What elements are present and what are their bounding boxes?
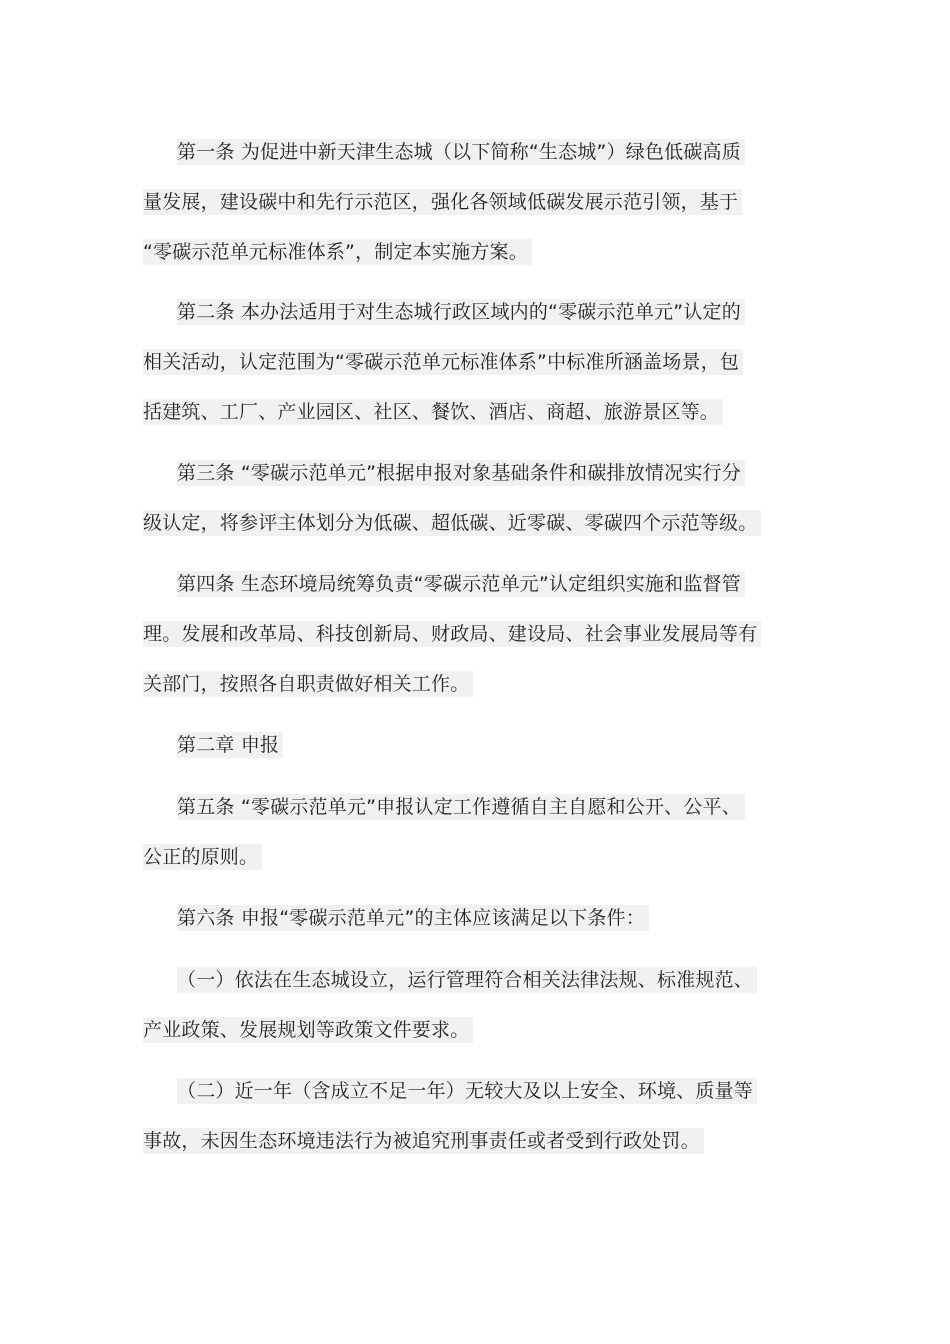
- paragraph-line: 相关活动，认定范围为“零碳示范单元标准体系”中标准所涵盖场景，包: [143, 337, 808, 387]
- paragraph-line: 量发展，建设碳中和先行示范区，强化各领域低碳发展示范引领，基于: [143, 177, 808, 227]
- paragraph-line: “零碳示范单元标准体系”，制定本实施方案。: [143, 227, 808, 277]
- paragraph-line: 第四条 生态环境局统筹负责“零碳示范单元”认定组织实施和监督管: [143, 559, 808, 609]
- paragraph-line: 第一条 为促进中新天津生态城（以下简称“生态城”）绿色低碳高质: [143, 127, 808, 177]
- paragraph-line: 第六条 申报“零碳示范单元”的主体应该满足以下条件：: [143, 893, 808, 943]
- article-1-paragraph: [143, 127, 808, 277]
- chapter-title: 第二章 申报: [143, 720, 808, 770]
- article-2-paragraph: [143, 287, 808, 437]
- paragraph-line: 级认定，将参评主体划分为低碳、超低碳、近零碳、零碳四个示范等级。: [143, 498, 808, 548]
- paragraph-line: 关部门，按照各自职责做好相关工作。: [143, 659, 808, 709]
- paragraph-line: 事故，未因生态环境违法行为被追究刑事责任或者受到行政处罚。: [143, 1116, 808, 1166]
- paragraph-line: 公正的原则。: [143, 832, 808, 882]
- paragraph-line: 第二条 本办法适用于对生态城行政区域内的“零碳示范单元”认定的: [143, 287, 808, 337]
- paragraph-line: 产业政策、发展规划等政策文件要求。: [143, 1005, 808, 1055]
- paragraph-line: 括建筑、工厂、产业园区、社区、餐饮、酒店、商超、旅游景区等。: [143, 387, 808, 437]
- paragraph-line: 第三条 “零碳示范单元”根据申报对象基础条件和碳排放情况实行分: [143, 448, 808, 498]
- paragraph-line: 第五条 “零碳示范单元”申报认定工作遵循自主自愿和公开、公平、: [143, 782, 808, 832]
- article-5-paragraph: [143, 782, 808, 882]
- article-4-paragraph: [143, 559, 808, 709]
- paragraph-line: （一）依法在生态城设立，运行管理符合相关法律法规、标准规范、: [143, 955, 808, 1005]
- article-3-paragraph: [143, 448, 808, 548]
- chapter-heading: [143, 720, 808, 770]
- article-6-paragraph: [143, 893, 808, 943]
- paragraph-line: （二）近一年（含成立不足一年）无较大及以上安全、环境、质量等: [143, 1066, 808, 1116]
- condition-2-paragraph: [143, 1066, 808, 1166]
- paragraph-line: 理。发展和改革局、科技创新局、财政局、建设局、社会事业发展局等有: [143, 609, 808, 659]
- condition-1-paragraph: [143, 955, 808, 1055]
